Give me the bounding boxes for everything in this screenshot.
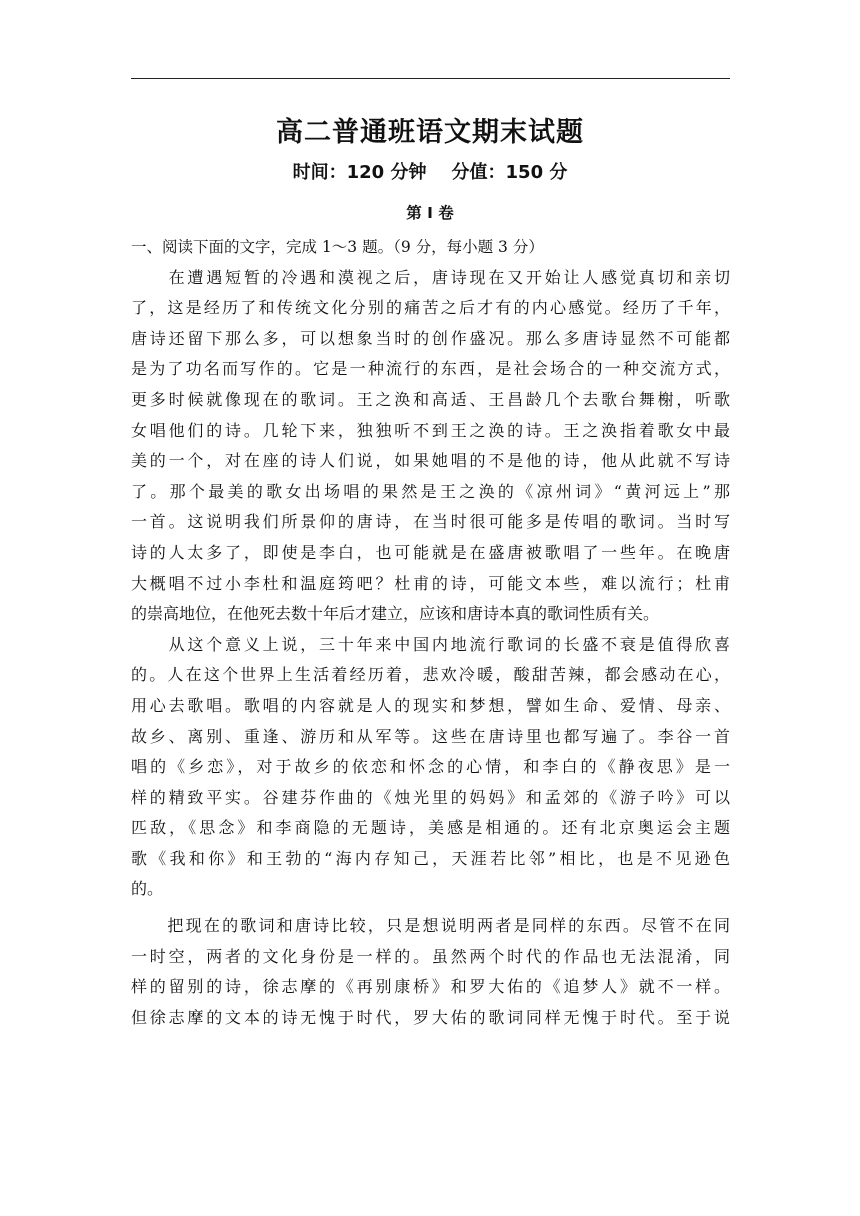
paragraph-line: 了。那个最美的歌女出场唱的果然是王之涣的《凉州词》“黄河远上”那 [131,481,730,501]
section-heading: 一、阅读下面的文字，完成 1～3 题。（9 分，每小题 3 分） [131,238,544,256]
paragraph-line: 的崇高地位，在他死去数十年后才建立，应该和唐诗本真的歌词性质有关。 [131,604,660,624]
paragraph-line: 匹敌，《思念》和李商隐的无题诗，美感是相通的。还有北京奥运会主题 [131,818,730,838]
paragraph-line: 女唱他们的诗。几轮下来，独独听不到王之涣的诗。王之涣指着歌女中最 [131,420,730,440]
volume-label: 第 I 卷 [406,204,454,222]
reading-section [131,232,730,1033]
paragraph-line: 在遭遇短暂的冷遇和漠视之后，唐诗现在又开始让人感觉真切和亲切 [131,267,730,287]
paragraph-line: 美的一个，对在座的诗人们说，如果她唱的不是他的诗，他从此就不写诗 [131,451,730,471]
paragraph-2 [131,630,730,905]
page-title: 高二普通班语文期末试题 [276,117,584,148]
paragraph-line: 了，这是经历了和传统文化分别的痛苦之后才有的内心感觉。经历了千年， [131,298,730,318]
paragraph-line: 是为了功名而写作的。它是一种流行的东西，是社会场合的一种交流方式， [131,359,730,379]
paragraph-3 [131,911,730,1033]
paragraph-1 [131,263,730,630]
paragraph-line: 的。人在这个世界上生活着经历着，悲欢冷暖，酸甜苦辣，都会感动在心， [131,665,730,685]
exam-time-score: 时间：120 分钟 分值：150 分 [292,162,568,183]
paragraph-line: 故乡、离别、重逢、游历和从军等。这些在唐诗里也都写遍了。李谷一首 [131,726,730,746]
paragraph-line: 样的精致平实。谷建芬作曲的《烛光里的妈妈》和孟郊的《游子吟》可以 [131,787,730,807]
paragraph-line: 一时空，两者的文化身份是一样的。虽然两个时代的作品也无法混淆，同 [131,946,730,966]
paragraph-line: 样的留别的诗，徐志摩的《再别康桥》和罗大佑的《追梦人》就不一样。 [131,977,730,997]
paragraph-line: 从这个意义上说，三十年来中国内地流行歌词的长盛不衰是值得欣喜 [131,634,730,654]
paragraph-line: 唐诗还留下那么多，可以想象当时的创作盛况。那么多唐诗显然不可能都 [131,328,730,348]
paragraph-line: 唱的《乡恋》，对于故乡的依恋和怀念的心情，和李白的《静夜思》是一 [131,757,730,777]
paragraph-line: 但徐志摩的文本的诗无愧于时代，罗大佑的歌词同样无愧于时代。至于说 [131,1007,730,1027]
paragraph-line: 把现在的歌词和唐诗比较，只是想说明两者是同样的东西。尽管不在同 [131,916,730,936]
header-rule [131,78,730,79]
paragraph-line: 用心去歌唱。歌唱的内容就是人的现实和梦想，譬如生命、爱情、母亲、 [131,695,730,715]
paragraph-line: 一首。这说明我们所景仰的唐诗，在当时很可能多是传唱的歌词。当时写 [131,512,730,532]
paragraph-line: 歌《我和你》和王勃的“海内存知己，天涯若比邻”相比，也是不见逊色 [131,848,730,868]
paragraph-line: 更多时候就像现在的歌词。王之涣和高适、王昌龄几个去歌台舞榭，听歌 [131,389,730,409]
paragraph-line: 的。 [131,879,164,899]
paragraph-line: 诗的人太多了，即使是李白，也可能就是在盛唐被歌唱了一些年。在晚唐 [131,542,730,562]
paragraph-line: 大概唱不过小李杜和温庭筠吧？杜甫的诗，可能文本些，难以流行；杜甫 [131,573,730,593]
